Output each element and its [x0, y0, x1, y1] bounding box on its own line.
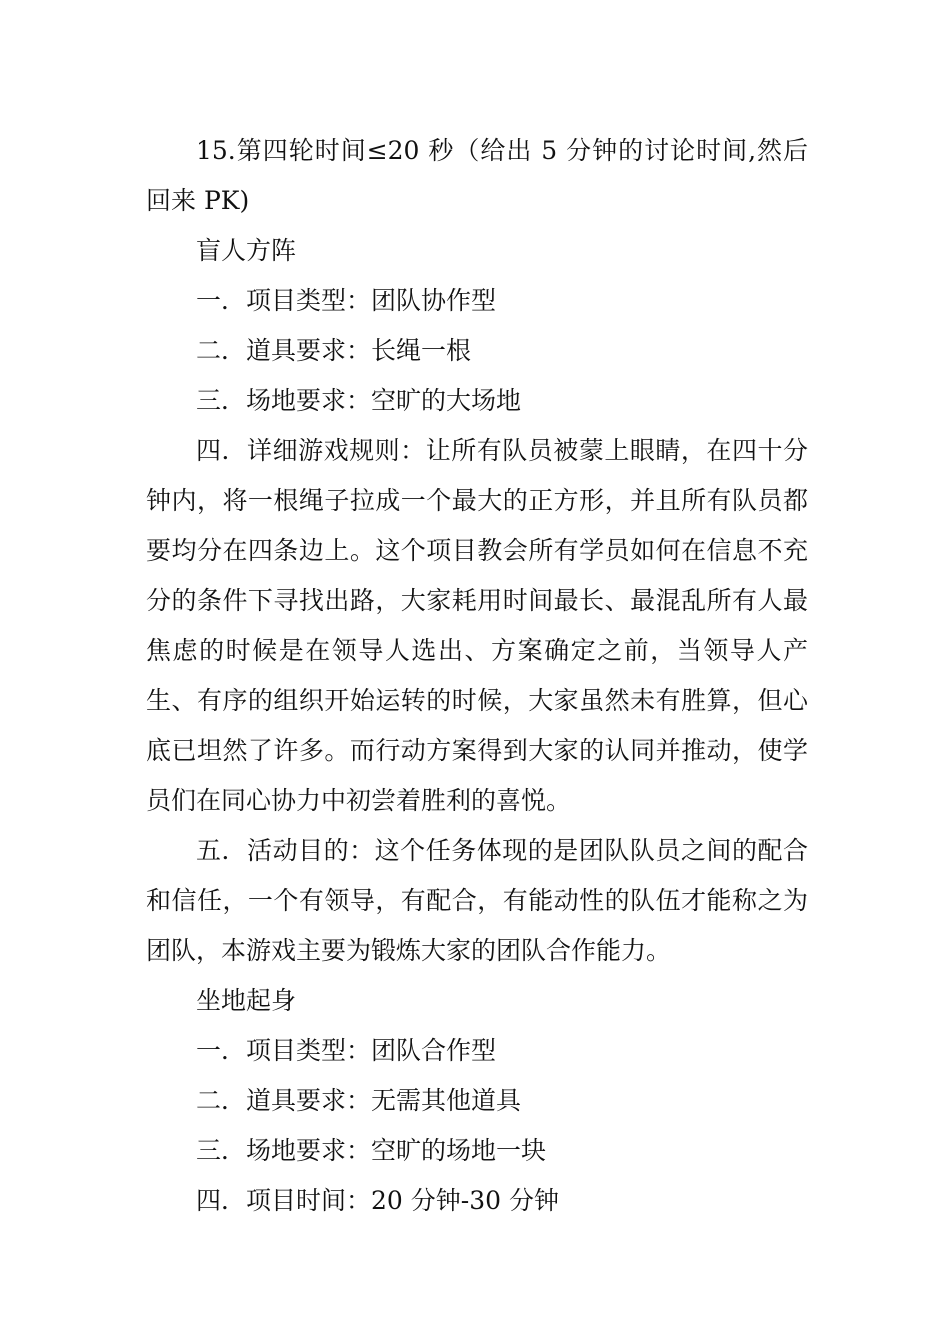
item-activity-purpose: 五．活动目的：这个任务体现的是团队队员之间的配合和信任，一个有领导，有配合，有能动性的队伍才能称之为团队，本游戏主要为锻炼大家的团队合作能力。 — [146, 836, 808, 965]
heading-sit-and-stand: 坐地起身 — [196, 986, 297, 1015]
paragraph-round-four-time: 15.第四轮时间≤20 秒（给出 5 分钟的讨论时间,然后回来 PK) — [146, 136, 808, 215]
item-props-requirement: 二．道具要求：长绳一根 — [196, 336, 472, 365]
item-project-type: 一．项目类型：团队协作型 — [196, 286, 497, 315]
heading-blind-square: 盲人方阵 — [196, 236, 297, 265]
item-venue-requirement-2: 三．场地要求：空旷的场地一块 — [196, 1136, 547, 1165]
item-project-time: 四．项目时间：20 分钟-30 分钟 — [196, 1186, 559, 1215]
item-venue-requirement: 三．场地要求：空旷的大场地 — [196, 386, 522, 415]
item-detailed-rules: 四．详细游戏规则：让所有队员被蒙上眼睛，在四十分钟内，将一根绳子拉成一个最大的正方形，并且所有队员都要均分在四条边上。这个项目教会所有学员如何在信息不充分的条件下寻找出路，大家耗用时间最长、最混乱所有人最焦虑的时候是在领导人选出、方案确定之前，当领导人产生、有序的组织开始运转的时候，大家虽然未有胜算，但心底已坦然了许多。而行动方案得到大家的认同并推动，使学员们在同心协力中初尝着胜利的喜悦。 — [146, 436, 808, 815]
item-props-requirement-2: 二．道具要求：无需其他道具 — [196, 1086, 522, 1115]
item-project-type-2: 一．项目类型：团队合作型 — [196, 1036, 497, 1065]
document-body — [146, 126, 808, 1226]
